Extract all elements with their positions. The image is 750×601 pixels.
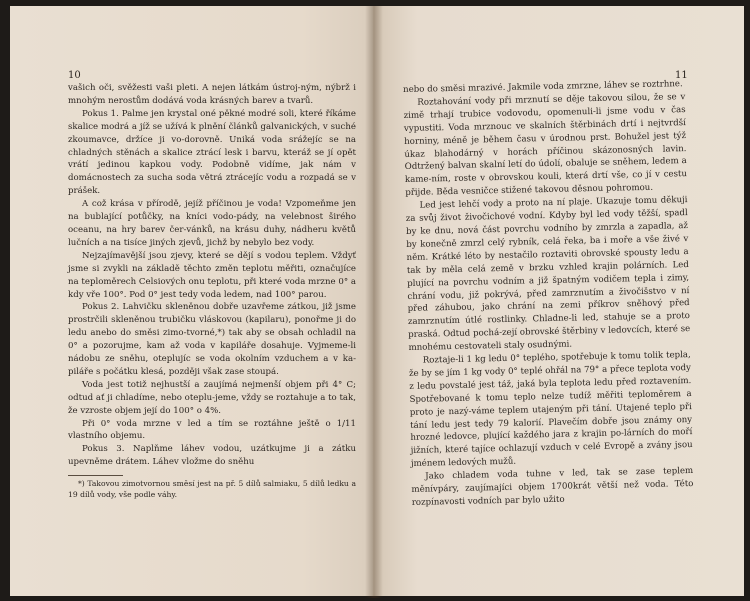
- paragraph: Pokus 1. Palme jen krystal oné pěkné modré soli, které říkáme skalice modrá a jíž se užívá k plnění článků galvanických, v suché zkoumavce, držíce ji vo-dorovně. Uniká voda srážejíc se na chladných stěnách a skalice ztrácí lesk i barvu, kteráž se jí opět vrátí jedinou kapkou vody. Podobně vidíme, jak nám v domácnostech za sucha soda větrá ztrácejíc vodu a rozpadá se v prášek.: [68, 108, 356, 197]
- paragraph: Při 0° voda mrzne v led a tím se roztáhne ještě o 1/11 vlastního objemu.: [68, 418, 356, 442]
- paragraph: vašich oči, svěžesti vaši pleti. A nejen látkám ústroj-ným, nýbrž i mnohým nerostům dodává voda krásných barev a tvarů.: [68, 83, 356, 106]
- paragraph: Roztahování vody při mrznutí se děje takovou silou, že se v zimě trhají trubice vodovodu, opomenuli-li jsme vodu v čas vypustiti. Voda mrznouc ve skalních štěrbinách drtí i nejtvrdší horniny, méně je během času v úrodnou prst. Bohužel jest týž úkaz blahodárný v horách příčinou skázonosných lavin. Odtržený balvan skalní letí do údolí, obaluje se sněhem, ledem a kame-ním, roste v obrovskou kouli, která drtí vše, co jí v cestu přijde. Běda vesničce stižené takovou děsnou pohromou.: [403, 91, 688, 199]
- page-number-right: 11: [675, 70, 688, 81]
- paragraph: A což krása v přírodě, jejíž příčinou je voda! Vzpomeňme jen na bublající potůčky, na kníci vodo-pády, na velebnost širého oceanu, na hry barev čer-vánků, na krásu duhy, nádheru květů lučních a na tisíce jiných zjevů, jichž by nebylo bez vody.: [68, 199, 356, 248]
- page-number-left: 10: [68, 70, 81, 81]
- paragraph: Roztaje-li 1 kg ledu 0° teplého, spotřebuje k tomu tolik tepla, že by se jím 1 kg vody 0° teplé ohřál na 79° a přece teplota vody z ledu povstalé jest táž, jaká byla teplota ledu před roztavením. Spotřebované k tomu teplo nelze tudíž měřiti teploměrem a proto je nazý-váme teplem utajeným při tání. Utajené teplo při tání ledu jest tedy 79 kalorií. Plavečím dobře jsou známy ony hrozné ledovce, plující každého jara z krajin po-lárních do moří jižních, které tajíce ochlazují vzduch v celé Evropě a zvány jsou jménem ledových mužů.: [408, 350, 693, 470]
- footnote-text: *) Takovou zimotvornou směsí jest na př. 5 dílů salmiaku, 5 dílů ledku a 19 dílů vody, vše podle váhy.: [68, 479, 356, 499]
- paragraph: Pokus 3. Naplňme láhev vodou, uzátkujme ji a zátku upevněme drátem. Láhev vložme do sněhu: [68, 444, 356, 468]
- paragraph: nebo do směsi mrazivé. Jakmile voda zmrzne, láhev se roztrhne.: [403, 79, 683, 95]
- book-spread: [10, 6, 744, 598]
- footnote-rule: [68, 475, 123, 476]
- left-text-column: [68, 82, 356, 500]
- right-page: [373, 6, 744, 596]
- paragraph: Voda jest totiž nejhustší a zaujímá nejmenší objem při 4° C; odtud ať ji chladíme, nebo oteplu-jeme, vždy se roztahuje a to tak, že vzroste objem její do 100° o 4%.: [68, 379, 356, 416]
- paragraph: Jako chladem voda tuhne v led, tak se zase teplem měnívpáry, zaujímajíci objem 1700krát větší než voda. Této rozpínavosti vodních par bylo užito: [411, 466, 694, 508]
- paragraph: Pokus 2. Lahvičku skleněnou dobře uzavřeme zátkou, již jsme prostrčili skleněnou trubičku vláskovou (kapilaru), ponořme ji do ledu anebo do směsi zimo-tvorné,*) tak aby se obsah ochladil na 0° a pozorujme, kam až voda v kapiláře dosahuje. Vyjmeme-li nádobu ze sněhu, oteplujíc se voda okolním vzduchem a v ka-piláře s počátku klesá, později však zase stoupá.: [68, 302, 356, 377]
- paragraph: Led jest lehčí vody a proto na ní plaje. Ukazuje tomu děkuji za svůj život živočichové vodní. Kdyby byl led vody těžší, spadl by ke dnu, nová část povrchu vodního by zmrzla a zapadla, až by konečně zmrzl celý rybník, celá řeka, ba i moře a vše živé v něm. Krátké léto by nestačilo roztaviti obrovské spousty ledu a tak by měla celá země v brzku vzhled krajin polárních. Led plující na povrchu vodním a již špatným vodičem tepla i zimy, chrání vodu, již pokrývá, před zamrznutím a živočišstvo v ní před záhubou, jako chrání na zemi příkrov sněhový před zamrznutím útlé rostlinky. Chladne-li led, stahuje se a proto praská. Odtud pochá-zejí obrovské štěrbiny v ledovcích, které se mnohému cestovateli staly osudnými.: [405, 195, 691, 354]
- book-gutter-shadow: [365, 6, 383, 598]
- footnote: [68, 479, 356, 500]
- paragraph: Nejzajímavější jsou zjevy, které se dějí s vodou teplem. Vždyť jsme si zvykli na základě těchto změn teplotu měřiti, označujíce na teploměrech Celsiových onu teplotu, při které voda mrzne 0° a kdy vře 100°. Pod 0° jest tedy voda ledem, nad 100° parou.: [68, 250, 356, 300]
- right-text-column: [403, 78, 694, 510]
- left-page: [10, 6, 375, 596]
